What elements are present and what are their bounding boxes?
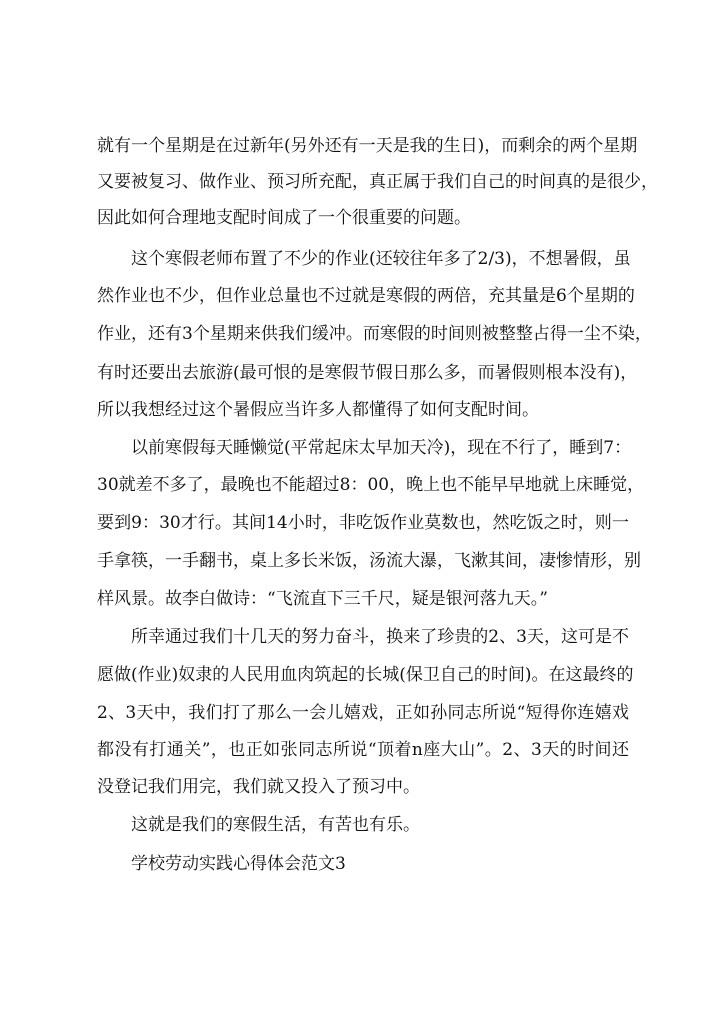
text-line: 样风景。故李白做诗：“飞流直下三千尺，疑是银河落九天。” — [97, 589, 548, 609]
text-line: 这个寒假老师布置了不少的作业(还较往年多了2/3)，不想暑假，虽 — [131, 249, 631, 269]
text-line: 作业，还有3个星期来供我们缓冲。而寒假的时间则被整整占得一尘不染， — [97, 324, 652, 344]
text-line: 又要被复习、做作业、预习所充配，真正属于我们自己的时间真的是很少， — [97, 172, 658, 192]
text-line: 所幸通过我们十几天的努力奋斗，换来了珍贵的2、3天，这可是不 — [131, 627, 629, 647]
text-line: 都没有打通关”，也正如张同志所说“顶着n座大山”。2、3天的时间还 — [97, 740, 629, 760]
text-line: 2、3天中，我们打了那么一会儿嬉戏，正如孙同志所说“短得你连嬉戏 — [97, 703, 629, 723]
text-line: 然作业也不少，但作业总量也不过就是寒假的两倍，充其量是6个星期的 — [97, 286, 635, 306]
text-line: 这就是我们的寒假生活，有苦也有乐。 — [131, 815, 420, 835]
section-heading: 学校劳动实践心得体会范文3 — [131, 854, 346, 874]
text-line: 30就差不多了，最晚也不能超过8：00，晚上也不能早早地就上床睡觉， — [97, 475, 645, 495]
text-line: 因此如何合理地支配时间成了一个很重要的问题。 — [97, 208, 471, 228]
text-line: 没登记我们用完，我们就又投入了预习中。 — [97, 777, 420, 797]
text-line: 所以我想经过这个暑假应当许多人都懂得了如何支配时间。 — [97, 400, 539, 420]
text-line: 愿做(作业)奴隶的人民用血肉筑起的长城(保卫自己的时间)。在这最终的 — [97, 665, 634, 685]
text-line: 手拿筷，一手翻书，桌上多长米饭，汤流大瀑，飞漱其间，凄惨情形，别 — [97, 551, 641, 571]
text-line: 要到9：30才行。其间14小时，非吃饭作业莫数也，然吃饭之时，则一 — [97, 513, 629, 533]
text-line: 有时还要出去旅游(最可恨的是寒假节假日那么多，而暑假则根本没有)， — [97, 363, 638, 383]
text-line: 以前寒假每天睡懒觉(平常起床太早加天冷)，现在不行了，睡到7： — [131, 438, 632, 458]
text-line: 就有一个星期是在过新年(另外还有一天是我的生日)，而剩余的两个星期 — [97, 136, 638, 156]
